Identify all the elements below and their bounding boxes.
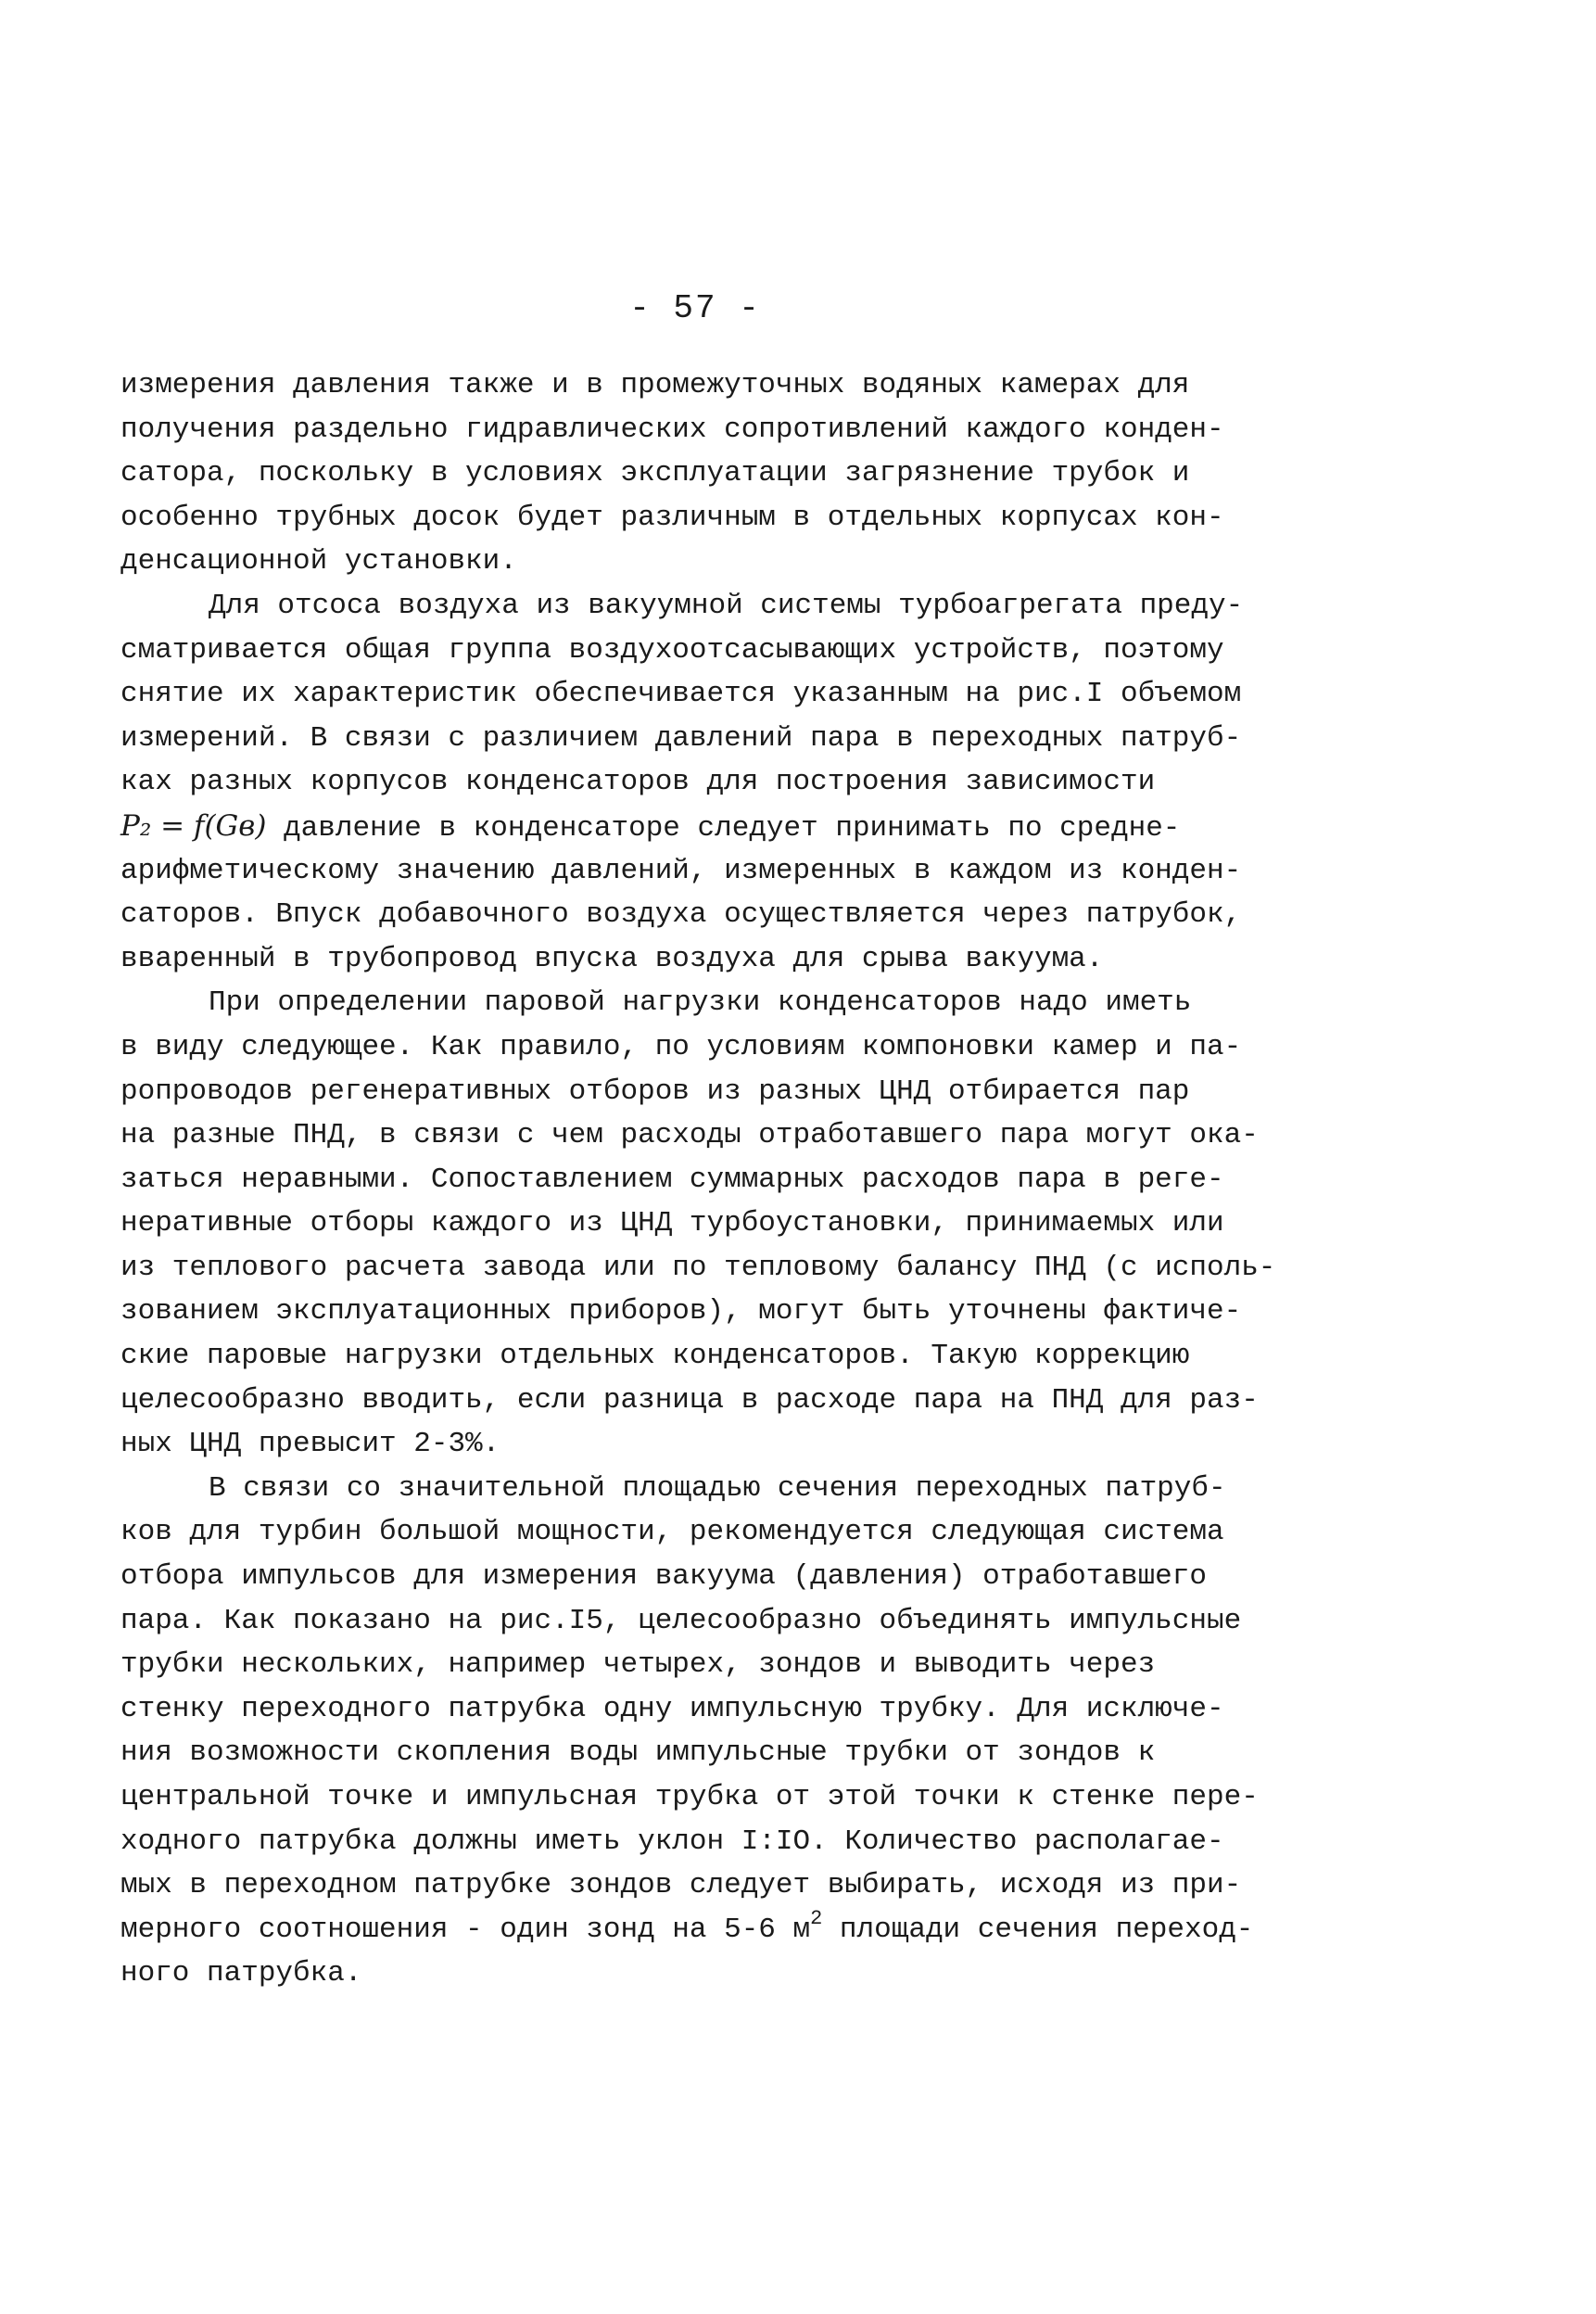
text-line: неративные отборы каждого из ЦНД турбоустановки, принимаемых или xyxy=(120,1207,1224,1240)
text-line: заться неравными. Сопоставлением суммарных расходов пара в реге- xyxy=(120,1163,1224,1196)
paragraph-1 xyxy=(120,363,1344,584)
text-line: ках разных корпусов конденсаторов для построения зависимости xyxy=(120,766,1156,799)
text-line: ропроводов регенеративных отборов из разных ЦНД отбирается пар xyxy=(120,1074,1190,1108)
text-line: отбора импульсов для измерения вакуума (давления) отработавшего xyxy=(120,1560,1207,1594)
text-line: ходного патрубка должны иметь уклон I:IO. Количество располагае- xyxy=(120,1824,1224,1858)
text-line: измерений. В связи с различием давлений пара в переходных патруб- xyxy=(120,721,1242,755)
text-line: ские паровые нагрузки отдельных конденсаторов. Такую коррекцию xyxy=(120,1340,1190,1373)
formula-line-text: давление в конденсаторе следует принимать по средне- xyxy=(266,811,1181,845)
paragraph-2 xyxy=(120,584,1344,981)
text-line: трубки нескольких, например четырех, зондов и выводить через xyxy=(120,1648,1156,1682)
document-body xyxy=(120,363,1344,1996)
text-line: целесообразно вводить, если разница в расходе пара на ПНД для раз- xyxy=(120,1383,1259,1417)
paragraph-4 xyxy=(120,1467,1344,1996)
text-line: мых в переходном патрубке зондов следует выбирать, исходя из при- xyxy=(120,1869,1242,1902)
text-line: снятие их характеристик обеспечивается указанным на рис.I объемом xyxy=(120,678,1242,711)
text-line: денсационной установки. xyxy=(120,545,517,578)
paragraph-3 xyxy=(120,981,1344,1467)
text-line: арифметическому значению давлений, измеренных в каждом из конден- xyxy=(120,854,1242,887)
text-after-superscript: площади сечения переход- xyxy=(822,1913,1254,1946)
text-line: Для отсоса воздуха из вакуумной системы турбоагрегата преду- xyxy=(209,589,1244,622)
superscript-line xyxy=(120,1908,1344,1952)
text-line: сатора, поскольку в условиях эксплуатации загрязнение трубок и xyxy=(120,457,1190,490)
superscript: 2 xyxy=(810,1906,823,1930)
text-line: зованием эксплуатационных приборов), могут быть уточнены фактиче- xyxy=(120,1295,1242,1329)
text-line: ного патрубка. xyxy=(120,1957,362,1990)
formula-line xyxy=(120,805,1344,849)
formula: P₂ = f(Gв) xyxy=(120,808,267,843)
text-line: в виду следующее. Как правило, по условиям компоновки камер и па- xyxy=(120,1030,1242,1063)
text-line: измерения давления также и в промежуточных водяных камерах для xyxy=(120,369,1190,401)
text-line: вваренный в трубопровод впуска воздуха для срыва вакуума. xyxy=(120,942,1104,975)
text-line: ния возможности скопления воды импульсные трубки от зондов к xyxy=(120,1736,1156,1770)
text-line: стенку переходного патрубка одну импульсную трубку. Для исключе- xyxy=(120,1692,1224,1725)
text-line: из теплового расчета завода или по тепловому балансу ПНД (с исполь- xyxy=(120,1251,1276,1284)
text-line: При определении паровой нагрузки конденсаторов надо иметь xyxy=(209,986,1192,1020)
page-number: - 57 - xyxy=(629,289,761,327)
text-line: сматривается общая группа воздухоотсасывающих устройств, поэтому xyxy=(120,633,1224,667)
text-line: ков для турбин большой мощности, рекомендуется следующая система xyxy=(120,1516,1224,1549)
text-line: центральной точке и импульсная трубка от этой точки к стенке пере- xyxy=(120,1781,1259,1813)
text-line: В связи со значительной площадью сечения переходных патруб- xyxy=(209,1471,1226,1505)
text-line: получения раздельно гидравлических сопротивлений каждого конден- xyxy=(120,413,1224,446)
text-line: пара. Как показано на рис.I5, целесообразно объединять импульсные xyxy=(120,1604,1242,1637)
text-line: на разные ПНД, в связи с чем расходы отработавшего пара могут ока- xyxy=(120,1119,1259,1152)
text-line: особенно трубных досок будет различным в отдельных корпусах кон- xyxy=(120,501,1224,534)
text-line: саторов. Впуск добавочного воздуха осуществляется через патрубок, xyxy=(120,898,1242,932)
text-line: ных ЦНД превысит 2-3%. xyxy=(120,1428,500,1461)
text-before-superscript: мерного соотношения - один зонд на 5-6 м xyxy=(120,1913,811,1946)
